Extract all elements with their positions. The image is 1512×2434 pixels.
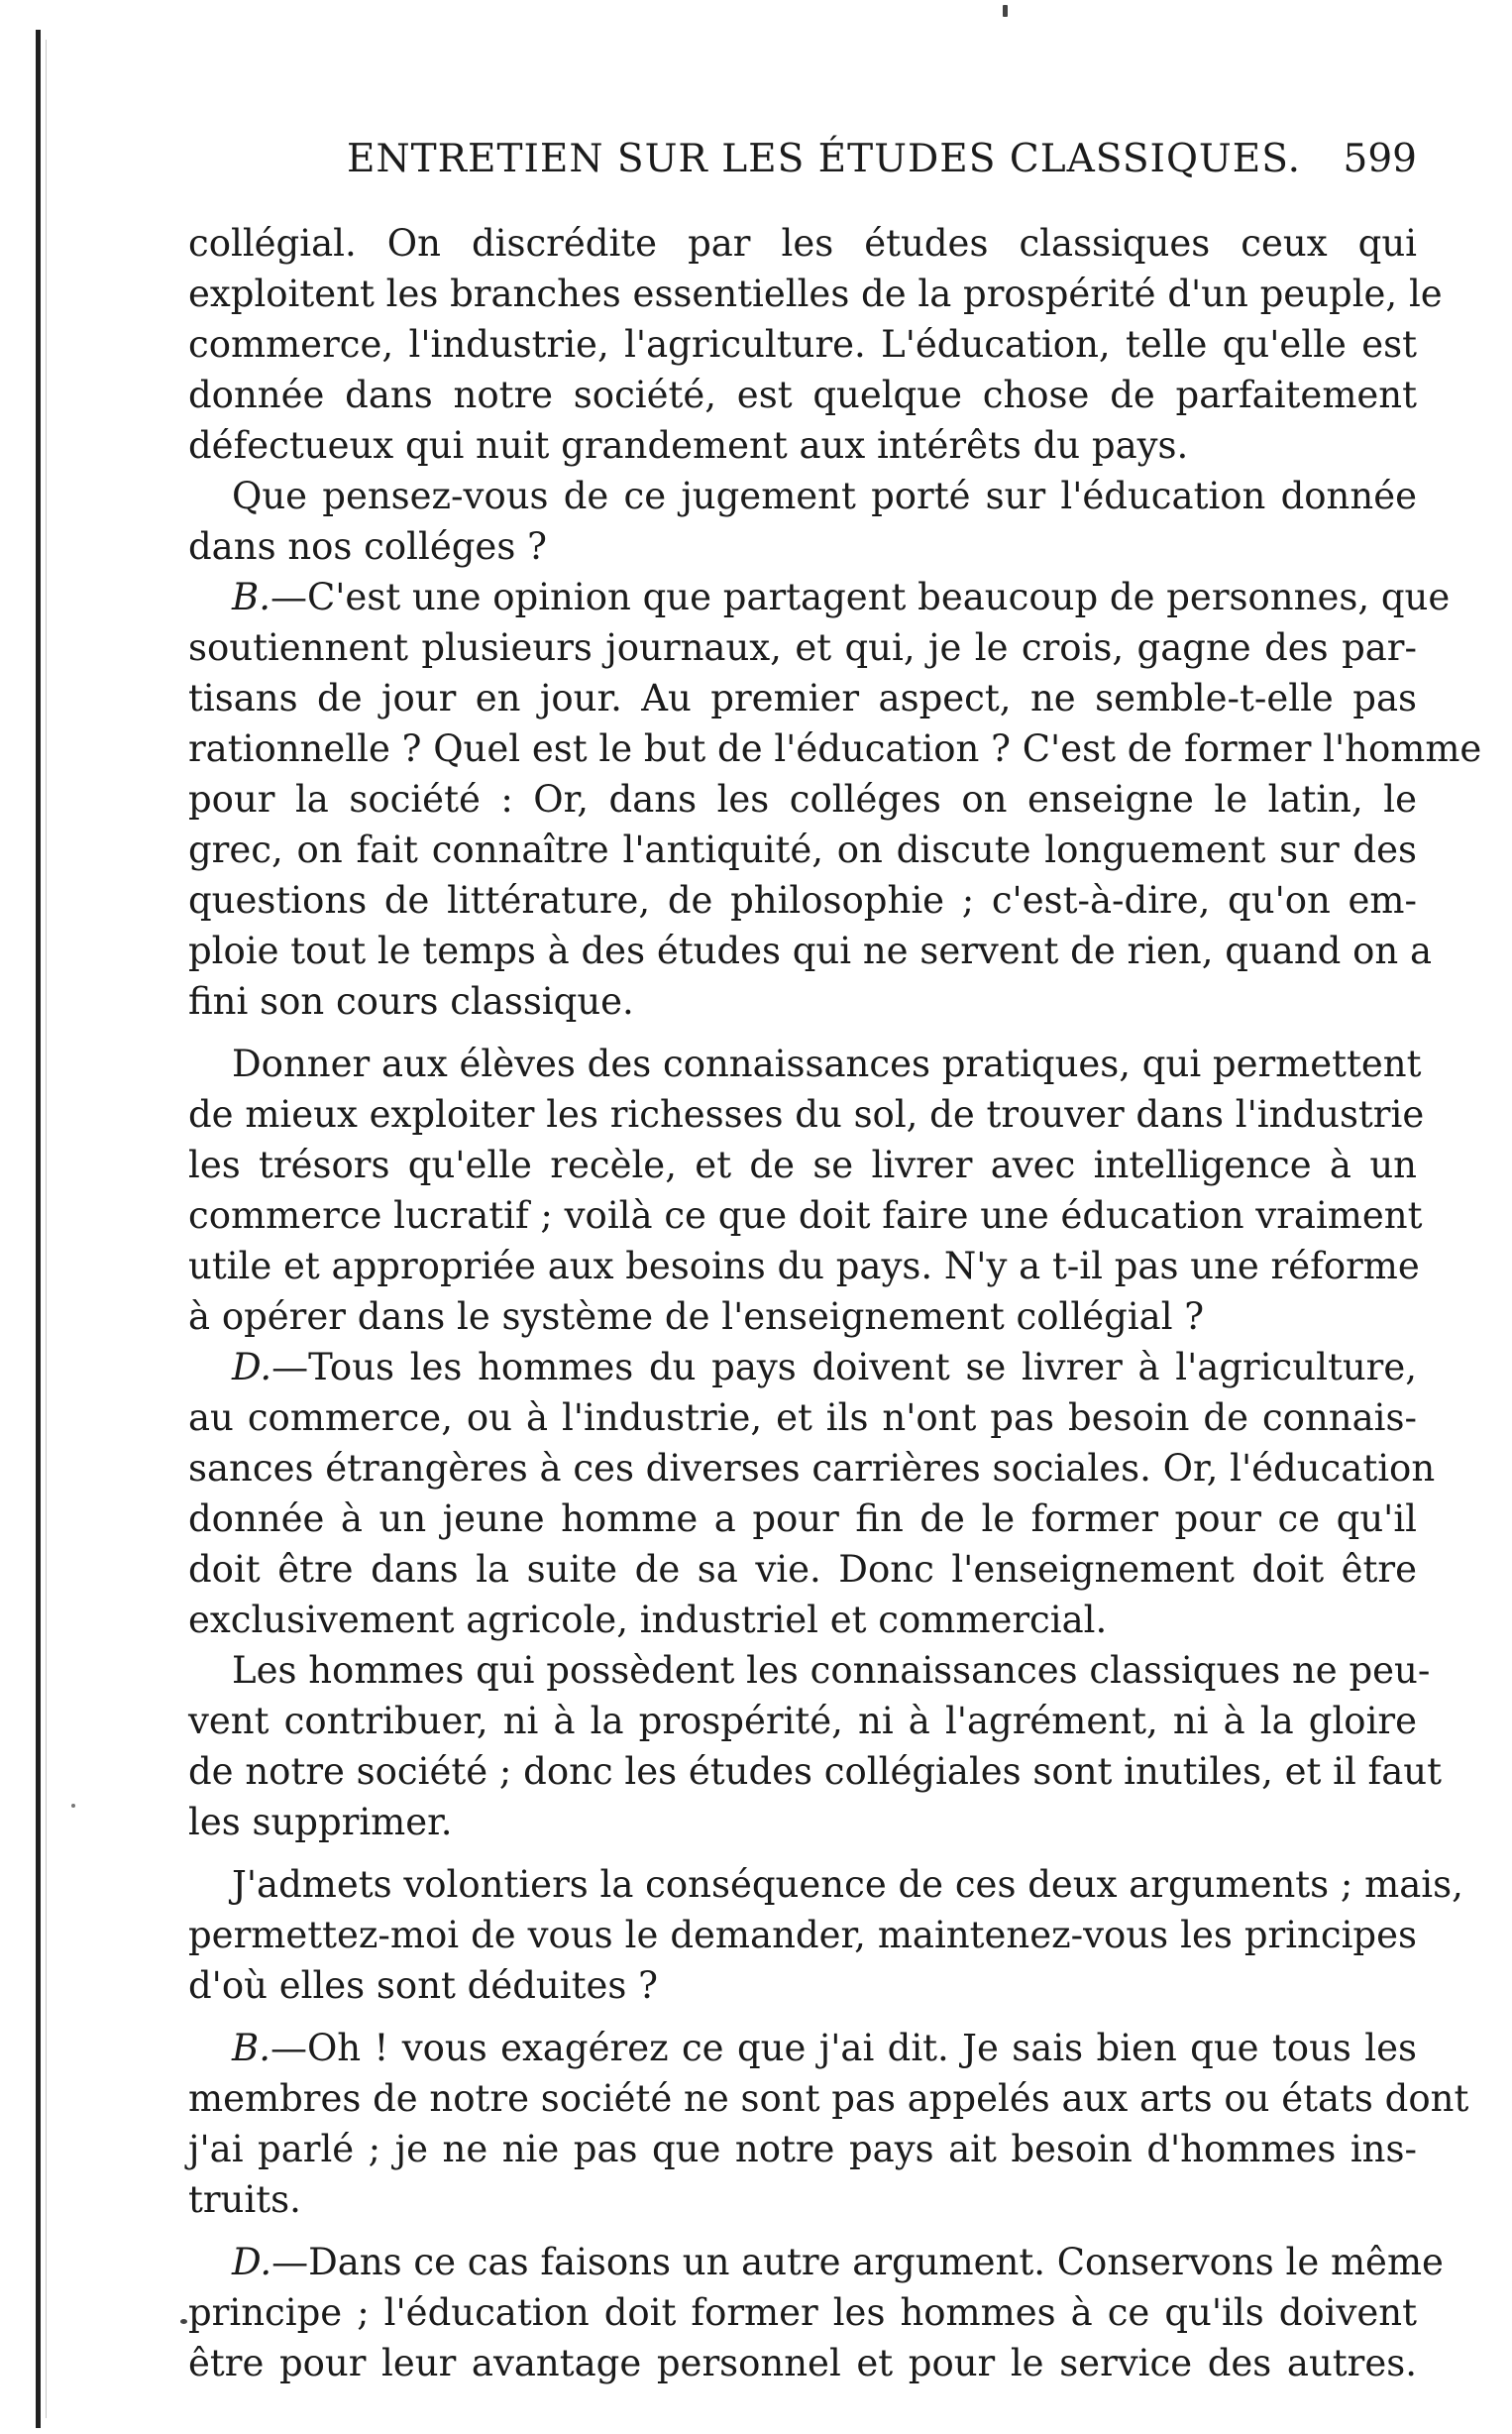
text-line: Donner aux élèves des connaissances pratiques, qui permettent bbox=[232, 1043, 1422, 1085]
speaker-label: B. bbox=[232, 2027, 270, 2069]
text-line: —Oh ! vous exagérez ce que j'ai dit. Je sais bien que tous les bbox=[270, 2027, 1417, 2069]
print-speck bbox=[180, 2319, 187, 2324]
text-line: ploie tout le temps à des études qui ne servent de rien, quand on a bbox=[188, 930, 1433, 972]
speaker-label: D. bbox=[232, 2241, 272, 2283]
text-line: soutiennent plusieurs journaux, et qui, je le crois, gagne des par- bbox=[188, 626, 1417, 669]
text-line: les trésors qu'elle recèle, et de se livrer avec intelligence à un bbox=[188, 1144, 1417, 1186]
text-line: tisans de jour en jour. Au premier aspect, ne semble-t-elle pas bbox=[188, 677, 1417, 719]
page-edge-shadow bbox=[36, 30, 41, 2428]
text-line: les supprimer. bbox=[188, 1801, 453, 1843]
page-edge-line bbox=[46, 40, 47, 2418]
text-line: vent contribuer, ni à la prospérité, ni à l'agrément, ni à la gloire bbox=[188, 1700, 1417, 1742]
text-line: commerce, l'industrie, l'agriculture. L'éducation, telle qu'elle est bbox=[188, 323, 1417, 366]
text-line: donnée à un jeune homme a pour fin de le former pour ce qu'il bbox=[188, 1497, 1417, 1540]
text-line: permettez-moi de vous le demander, maintenez-vous les principes bbox=[188, 1914, 1417, 1956]
dialogue-line bbox=[188, 2237, 1444, 2287]
text-line: de notre société ; donc les études collégiales sont inutiles, et il faut bbox=[188, 1750, 1442, 1793]
dialogue-line bbox=[188, 572, 1451, 622]
dialogue-line bbox=[188, 2023, 1417, 2073]
text-line: sances étrangères à ces diverses carrières sociales. Or, l'éducation bbox=[188, 1447, 1436, 1490]
text-line: rationnelle ? Quel est le but de l'éducation ? C'est de former l'homme bbox=[188, 727, 1482, 770]
text-line: à opérer dans le système de l'enseignement collégial ? bbox=[188, 1295, 1205, 1338]
text-line: pour la société : Or, dans les colléges on enseigne le latin, le bbox=[188, 778, 1417, 821]
text-line: fini son cours classique. bbox=[188, 980, 634, 1023]
page-header bbox=[188, 137, 1417, 196]
text-line: questions de littérature, de philosophie ; c'est-à-dire, qu'on em- bbox=[188, 879, 1417, 922]
text-line: —Tous les hommes du pays doivent se livrer à l'agriculture, bbox=[271, 1346, 1417, 1388]
text-line: —Dans ce cas faisons un autre argument. Conservons le même bbox=[271, 2241, 1444, 2283]
text-line: exclusivement agricole, industriel et commercial. bbox=[188, 1599, 1108, 1641]
text-line: J'admets volontiers la conséquence de ces deux arguments ; mais, bbox=[232, 1863, 1463, 1906]
text-line: doit être dans la suite de sa vie. Donc l'enseignement doit être bbox=[188, 1548, 1417, 1591]
body-text bbox=[188, 218, 1482, 2388]
text-line: membres de notre société ne sont pas appelés aux arts ou états dont bbox=[188, 2077, 1469, 2120]
print-speck bbox=[1003, 5, 1008, 17]
text-line: collégial. On discrédite par les études classiques ceux qui bbox=[188, 222, 1417, 265]
text-line: exploitent les branches essentielles de la prospérité d'un peuple, le bbox=[188, 273, 1443, 315]
text-line: au commerce, ou à l'industrie, et ils n'ont pas besoin de connais- bbox=[188, 1396, 1417, 1439]
text-line: de mieux exploiter les richesses du sol, de trouver dans l'industrie bbox=[188, 1093, 1425, 1136]
dialogue-line bbox=[188, 1342, 1417, 1392]
text-line: utile et appropriée aux besoins du pays. N'y a t-il pas une réforme bbox=[188, 1245, 1420, 1287]
text-line: Que pensez-vous de ce jugement porté sur l'éducation donnée bbox=[232, 475, 1417, 517]
text-line: —C'est une opinion que partagent beaucoup de personnes, que bbox=[270, 576, 1451, 618]
print-speck bbox=[71, 1804, 75, 1808]
text-line: principe ; l'éducation doit former les hommes à ce qu'ils doivent bbox=[188, 2291, 1417, 2334]
text-line: défectueux qui nuit grandement aux intérêts du pays. bbox=[188, 424, 1189, 467]
text-line: Les hommes qui possèdent les connaissances classiques ne peu- bbox=[232, 1649, 1431, 1692]
running-title: ENTRETIEN SUR LES ÉTUDES CLASSIQUES. bbox=[347, 137, 1301, 181]
speaker-label: D. bbox=[232, 1346, 272, 1388]
text-line: grec, on fait connaître l'antiquité, on discute longuement sur des bbox=[188, 829, 1417, 871]
text-line: être pour leur avantage personnel et pour le service des autres. bbox=[188, 2342, 1417, 2384]
text-line: j'ai parlé ; je ne nie pas que notre pays ait besoin d'hommes ins- bbox=[188, 2128, 1417, 2170]
text-line: donnée dans notre société, est quelque chose de parfaitement bbox=[188, 374, 1417, 416]
speaker-label: B. bbox=[232, 576, 270, 618]
text-line: dans nos colléges ? bbox=[188, 525, 547, 568]
page-number: 599 bbox=[1343, 137, 1417, 181]
text-line: truits. bbox=[188, 2178, 301, 2221]
text-line: commerce lucratif ; voilà ce que doit faire une éducation vraiment bbox=[188, 1194, 1423, 1237]
text-line: d'où elles sont déduites ? bbox=[188, 1964, 658, 2007]
